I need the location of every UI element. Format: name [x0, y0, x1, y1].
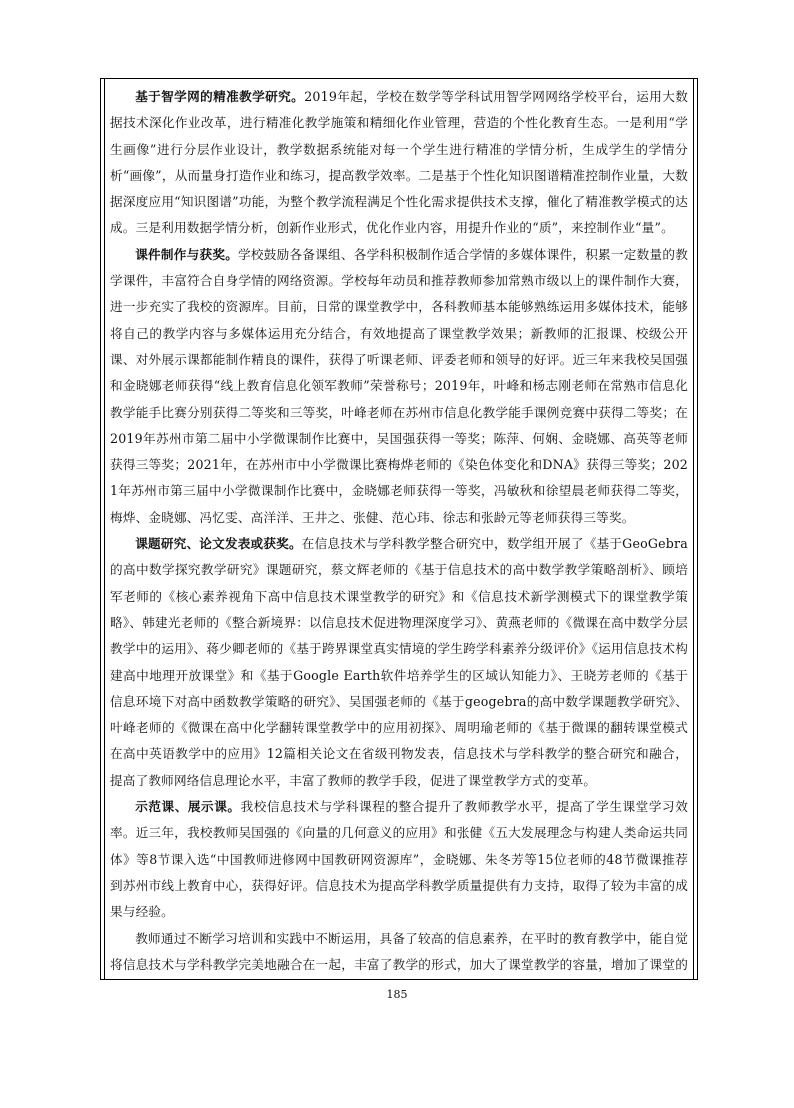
paragraph-text: 教师通过不断学习培训和实践中不断运用，具备了较高的信息素养，在平时的教育教学中，能自觉将信息技术与学科教学完美地融合在一起，丰富了教学的形式，加大了课堂教学的容量，增加了课堂的 [110, 930, 688, 972]
paragraph-text: 我校信息技术与学科课程的整合提升了教师教学水平，提高了学生课堂学习效率。近三年，我校教师吴国强的《向量的几何意义的应用》和张健《五大发展理念与构建人类命运共同体》等8节课入选“中国教师进修网中国教研网资源库”，金晓娜、朱冬芳等15位老师的48节微课推荐到苏州市线上教育中心，获得好评。信息技术为提高学科教学质量提供有力支持，取得了较为丰富的成果与经验。 [110, 799, 688, 920]
paragraph-lead: 示范课、展示课。 [135, 799, 241, 815]
frame-inner-left-rule [104, 79, 105, 979]
paragraph-precision-teaching [110, 84, 688, 242]
page-number: 185 [386, 988, 408, 1001]
paragraph-demo-lessons [110, 794, 688, 925]
frame-inner-right-rule [693, 79, 694, 979]
paragraph-teacher-literacy [110, 926, 688, 975]
paragraph-text: 2019年起，学校在数学等学科试用智学网网络学校平台，运用大数据技术深化作业改革，进行精准化教学施策和精细化作业管理，营造的个性化教育生态。一是利用“学生画像”进行分层作业设计，教学数据系统能对每一个学生进行精准的学情分析，生成学生的学情分析“画像”，从而量身打造作业和练习，提高教学效率。二是基于个性化知识图谱精准控制作业量，大数据深度应用“知识图谱”功能，为整个教学流程满足个性化需求提供技术支撑，催化了精准教学模式的达成。三是利用数据学情分析，创新作业形式，优化作业内容，用提升作业的“质”，来控制作业“量”。 [110, 89, 688, 236]
paragraph-lead: 课题研究、论文发表或获奖。 [135, 536, 302, 552]
paragraph-lead: 课件制作与获奖。 [135, 246, 239, 262]
paragraph-text: 学校鼓励各备课组、各学科积极制作适合学情的多媒体课件，积累一定数量的教学课件，丰富符合自身学情的网络资源。学校每年动员和推荐教师参加常熟市级以上的课件制作大赛，进一步充实了我校的资源库。目前，日常的课堂教学中，各科教师基本能够熟练运用多媒体技术，能够将自己的教学内容与多媒体运用充分结合，有效地提高了课堂教学效果；新教师的汇报课、校级公开课、对外展示课都能制作精良的课件，获得了听课老师、评委老师和领导的好评。近三年来我校吴国强和金晓娜老师获得“线上教育信息化领军教师”荣誉称号；2019年，叶峰和杨志刚老师在常熟市信息化教学能手比赛分别获得二等奖和三等奖，叶峰老师在苏州市信息化教学能手课例竞赛中获得二等奖；在2019年苏州市第二届中小学微课制作比赛中，吴国强获得一等奖；陈萍、何娴、金晓娜、高英等老师获得三等奖；2021年，在苏州市中小学微课比赛梅烨老师的《染色体变化和DNA》获得三等奖；2021年苏州市第三届中小学微课制作比赛中，金晓娜老师获得一等奖，冯敏秋和徐望晨老师获得二等奖，梅烨、金晓娜、冯忆雯、高洋洋、王井之、张健、范心玮、徐志和张龄元等老师获得三等奖。 [110, 246, 688, 525]
paragraph-research-papers [110, 531, 688, 794]
document-body [110, 84, 688, 974]
paragraph-lead: 基于智学网的精准教学研究。 [135, 89, 305, 104]
paragraph-courseware-awards [110, 242, 688, 531]
paragraph-text: 在信息技术与学科教学整合研究中，数学组开展了《基于GeoGebra的高中数学探究教学研究》课题研究，蔡文辉老师的《基于信息技术的高中数学教学策略剖析》、顾培军老师的《核心素养视角下高中信息技术课堂教学的研究》和《信息技术新学测模式下的课堂教学策略》、韩建光老师的《整合新境界：以信息技术促进物理深度学习》、黄燕老师的《微课在高中数学分层教学中的运用》、蒋少卿老师的《基于跨界课堂真实情境的学生跨学科素养分级评价》《运用信息技术构建高中地理开放课堂》和《基于Google Earth软件培养学生的区域认知能力》、王晓芳老师的《基于信息环境下对高中函数教学策略的研究》、吴国强老师的《基于geogebra的高中数学课题教学研究》、叶峰老师的《微课在高中化学翻转课堂教学中的应用初探》、周明瑜老师的《基于微课的翻转课堂模式在高中英语教学中的应用》12篇相关论文在省级刊物发表，信息技术与学科教学的整合研究和融合，提高了教师网络信息理论水平，丰富了教师的教学手段，促进了课堂教学方式的变革。 [110, 536, 688, 788]
